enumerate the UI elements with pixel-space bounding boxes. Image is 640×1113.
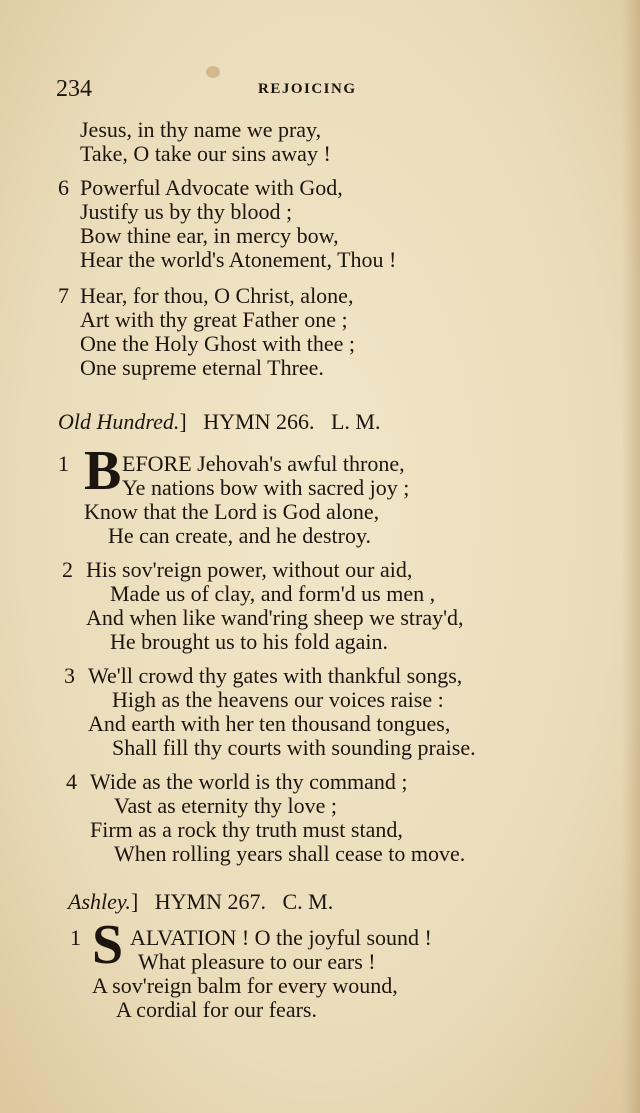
verse-line: We'll crowd thy gates with thankful songs, bbox=[88, 663, 463, 688]
hymn-267-heading bbox=[68, 890, 333, 914]
verse-line: A cordial for our fears. bbox=[116, 997, 317, 1022]
verse-line: Wide as the world is thy command ; bbox=[90, 769, 408, 794]
verse-line: When rolling years shall cease to move. bbox=[114, 841, 466, 866]
verse-line: One supreme eternal Three. bbox=[80, 355, 324, 380]
hymn-title: HYMN 267. bbox=[154, 889, 266, 914]
verse-line: Firm as a rock thy truth must stand, bbox=[90, 817, 403, 842]
hymn-title: HYMN 266. bbox=[203, 409, 315, 434]
verse-line: Vast as eternity thy love ; bbox=[114, 793, 338, 818]
verse-line: Justify us by thy blood ; bbox=[80, 199, 293, 224]
verse-line: What pleasure to our ears ! bbox=[138, 949, 376, 974]
verse-line: Art with thy great Father one ; bbox=[80, 307, 348, 332]
drop-cap: S bbox=[92, 914, 124, 976]
page-header bbox=[56, 76, 376, 106]
verse-line: Bow thine ear, in mercy bow, bbox=[80, 223, 339, 248]
running-head: REJOICING bbox=[258, 81, 357, 97]
verse-line: ALVATION ! O the joyful sound ! bbox=[130, 925, 432, 950]
bracket: ] bbox=[179, 409, 187, 434]
verse-line: Jesus, in thy name we pray, bbox=[80, 117, 322, 142]
verse-line: One the Holy Ghost with thee ; bbox=[80, 331, 355, 356]
verse-line: EFORE Jehovah's awful throne, bbox=[122, 451, 405, 476]
tune-name: Ashley. bbox=[68, 889, 131, 914]
bracket: ] bbox=[130, 889, 139, 914]
verse-number: 1 bbox=[70, 925, 81, 950]
verse-line: His sov'reign power, without our aid, bbox=[86, 557, 413, 582]
verse-number: 6 bbox=[58, 175, 69, 200]
hymn-meter: L. M. bbox=[330, 409, 381, 434]
verse-line: Ye nations bow with sacred joy ; bbox=[122, 475, 410, 500]
verse-number: 4 bbox=[66, 769, 77, 794]
hymn-266-heading bbox=[58, 410, 380, 434]
verse-line: Know that the Lord is God alone, bbox=[84, 499, 380, 524]
verse-line: And when like wand'ring sheep we stray'd, bbox=[86, 605, 464, 630]
verse-line: Powerful Advocate with God, bbox=[80, 175, 343, 200]
verse-line: Hear the world's Atonement, Thou ! bbox=[80, 247, 397, 272]
page-number: 234 bbox=[56, 76, 92, 102]
verse-line: He can create, and he destroy. bbox=[108, 523, 372, 548]
verse-line: High as the heavens our voices raise : bbox=[112, 687, 444, 712]
verse-line: He brought us to his fold again. bbox=[110, 629, 389, 654]
page-edge-shadow bbox=[622, 0, 640, 1113]
tune-name: Old Hundred. bbox=[58, 409, 180, 434]
verse-line: Made us of clay, and form'd us men , bbox=[110, 581, 436, 606]
verse-line: Take, O take our sins away ! bbox=[80, 141, 331, 166]
verse-line: A sov'reign balm for every wound, bbox=[92, 973, 398, 998]
verse-line: Shall fill thy courts with sounding praise. bbox=[112, 735, 476, 760]
verse-number: 7 bbox=[58, 283, 69, 308]
verse-number: 1 bbox=[58, 451, 69, 476]
verse-line: And earth with her ten thousand tongues, bbox=[88, 711, 451, 736]
hymn-meter: C. M. bbox=[282, 889, 334, 914]
verse-number: 3 bbox=[64, 663, 75, 688]
drop-cap: B bbox=[84, 440, 122, 502]
verse-line: Hear, for thou, O Christ, alone, bbox=[80, 283, 354, 308]
verse-number: 2 bbox=[62, 557, 73, 582]
